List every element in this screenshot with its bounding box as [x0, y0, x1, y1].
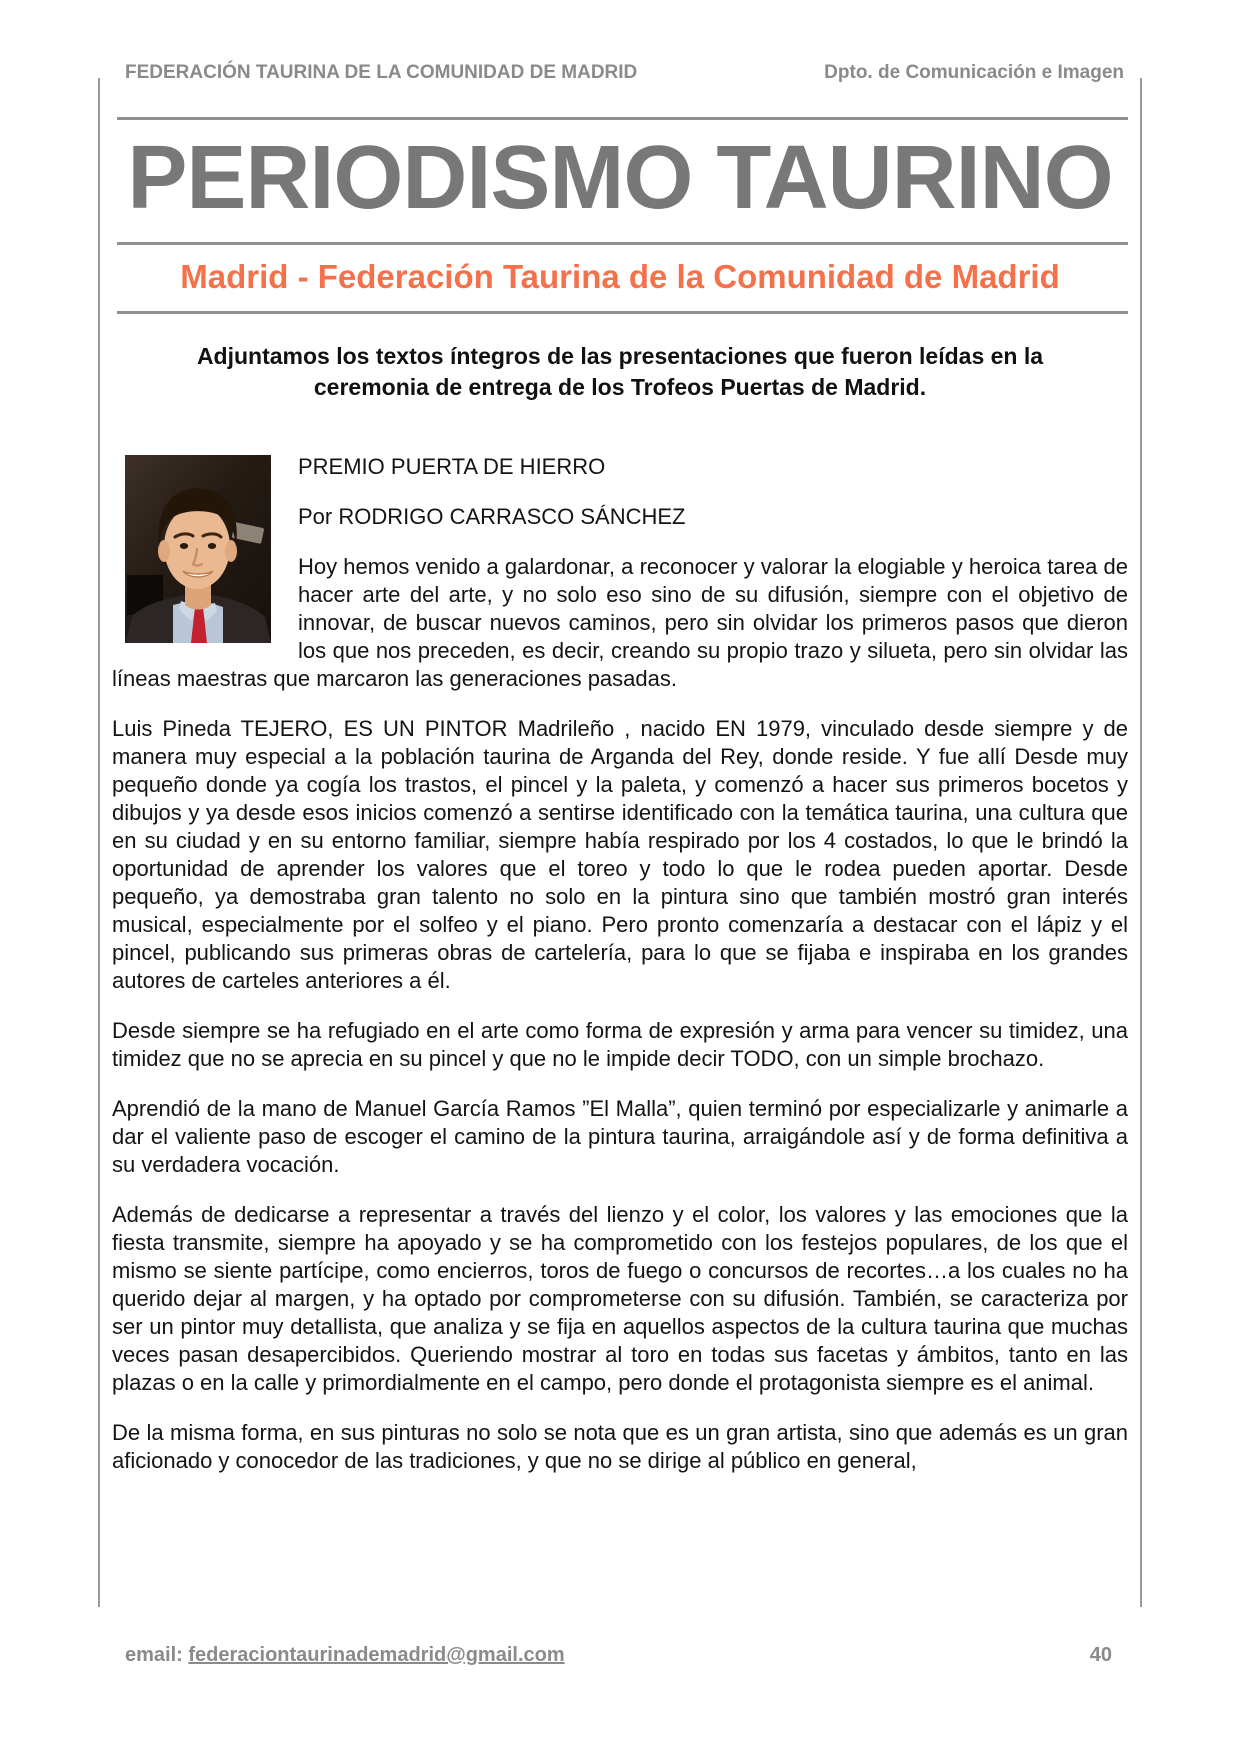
intro-paragraph: Adjuntamos los textos íntegros de las presentaciones que fueron leídas en la ceremonia de entrega de los Trofeos Puertas de Madrid.: [196, 343, 1044, 400]
page-number: 40: [1089, 1644, 1112, 1666]
title-divider: [117, 242, 1128, 245]
page-footer: [112, 1644, 1128, 1667]
page-subtitle: Madrid - Federación Taurina de la Comunidad de Madrid: [180, 258, 1060, 295]
header-department: Dpto. de Comunicación e Imagen: [824, 62, 1124, 83]
page-content: [112, 62, 1128, 1497]
email-link[interactable]: federaciontaurinademadrid@gmail.com: [188, 1644, 565, 1666]
article-paragraph: Luis Pineda TEJERO, ES UN PINTOR Madrileño , nacido EN 1979, vinculado desde siempre y de manera muy especial a la población taurina de Arganda del Rey, donde reside. Y fue allí Desde muy pequeño donde ya cogía los trastos, el pincel y la paleta, y comenzó a hacer sus primeros bocetos y dibujos y ya desde esos inicios comenzó a sentirse identificado con la temática taurina, una cultura que en su ciudad y en su entorno familiar, siempre había respirado por los 4 costados, lo que le brindó la oportunidad de aprender los valores que el toreo y todo lo que le rodea pueden aportar. Desde pequeño, ya demostraba gran talento no solo en la pintura sino que también mostró gran interés musical, especialmente por el solfeo y el piano. Pero pronto comenzaría a destacar con el lápiz y el pincel, publicando sus primeras obras de cartelería, para lo que se fijaba e inspiraba en los grandes autores de carteles anteriores a él.: [112, 716, 1128, 993]
header-divider: [117, 117, 1128, 120]
article-paragraph: Aprendió de la mano de Manuel García Ramos ”El Malla”, quien terminó por especializarle y animarle a dar el valiente paso de escoger el camino de la pintura taurina, arraigándole así y de forma definitiva a su verdadera vocación.: [112, 1096, 1128, 1177]
page-header: [112, 62, 1128, 84]
article-paragraph: De la misma forma, en sus pinturas no solo se nota que es un gran artista, sino que además es un gran aficionado y conocedor de las tradiciones, y que no se dirige al público en general,: [112, 1420, 1128, 1473]
article-paragraph: Hoy hemos venido a galardonar, a reconocer y valorar la elogiable y heroica tarea de hacer arte del arte, y no solo eso sino de su difusión, siempre con el objetivo de innovar, de buscar nuevos caminos, pero sin olvidar los primeros pasos que dieron los que nos preceden, es decir, creando su propio trazo y silueta, pero sin olvidar las líneas maestras que marcaron las generaciones pasadas.: [112, 554, 1128, 691]
subtitle-divider: [117, 311, 1128, 314]
article-paragraph: Desde siempre se ha refugiado en el arte como forma de expresión y arma para vencer su timidez, una timidez que no se aprecia en su pincel y que no le impide decir TODO, con un simple brochazo.: [112, 1018, 1128, 1071]
email-label: email:: [125, 1644, 183, 1666]
award-title: PREMIO PUERTA DE HIERRO: [298, 454, 606, 479]
footer-email-line: [125, 1644, 565, 1667]
portrait-photo: [125, 455, 271, 643]
byline: Por RODRIGO CARRASCO SÁNCHEZ: [298, 504, 686, 529]
page-border-left: [98, 78, 100, 1607]
page-title: PERIODISMO TAURINO: [127, 128, 1113, 228]
article-paragraph: Además de dedicarse a representar a través del lienzo y el color, los valores y las emociones que la fiesta transmite, siempre ha apoyado y se ha comprometido con los festejos populares, de los que el mismo se siente partícipe, como encierros, toros de fuego o concursos de recortes…a los cuales no ha querido dejar al margen, y ha optado por comprometerse con su difusión. También, se caracteriza por ser un pintor muy detallista, que analiza y se fija en aquellos aspectos de la cultura taurina que muchas veces pasan desapercibidos. Queriendo mostrar al toro en todas sus facetas y ámbitos, tanto en las plazas o en la calle y primordialmente en el campo, pero donde el protagonista siempre es el animal.: [112, 1202, 1128, 1395]
header-organization: FEDERACIÓN TAURINA DE LA COMUNIDAD DE MADRID: [125, 62, 638, 83]
page-border-right: [1140, 78, 1142, 1607]
article-body: [112, 453, 1128, 1475]
